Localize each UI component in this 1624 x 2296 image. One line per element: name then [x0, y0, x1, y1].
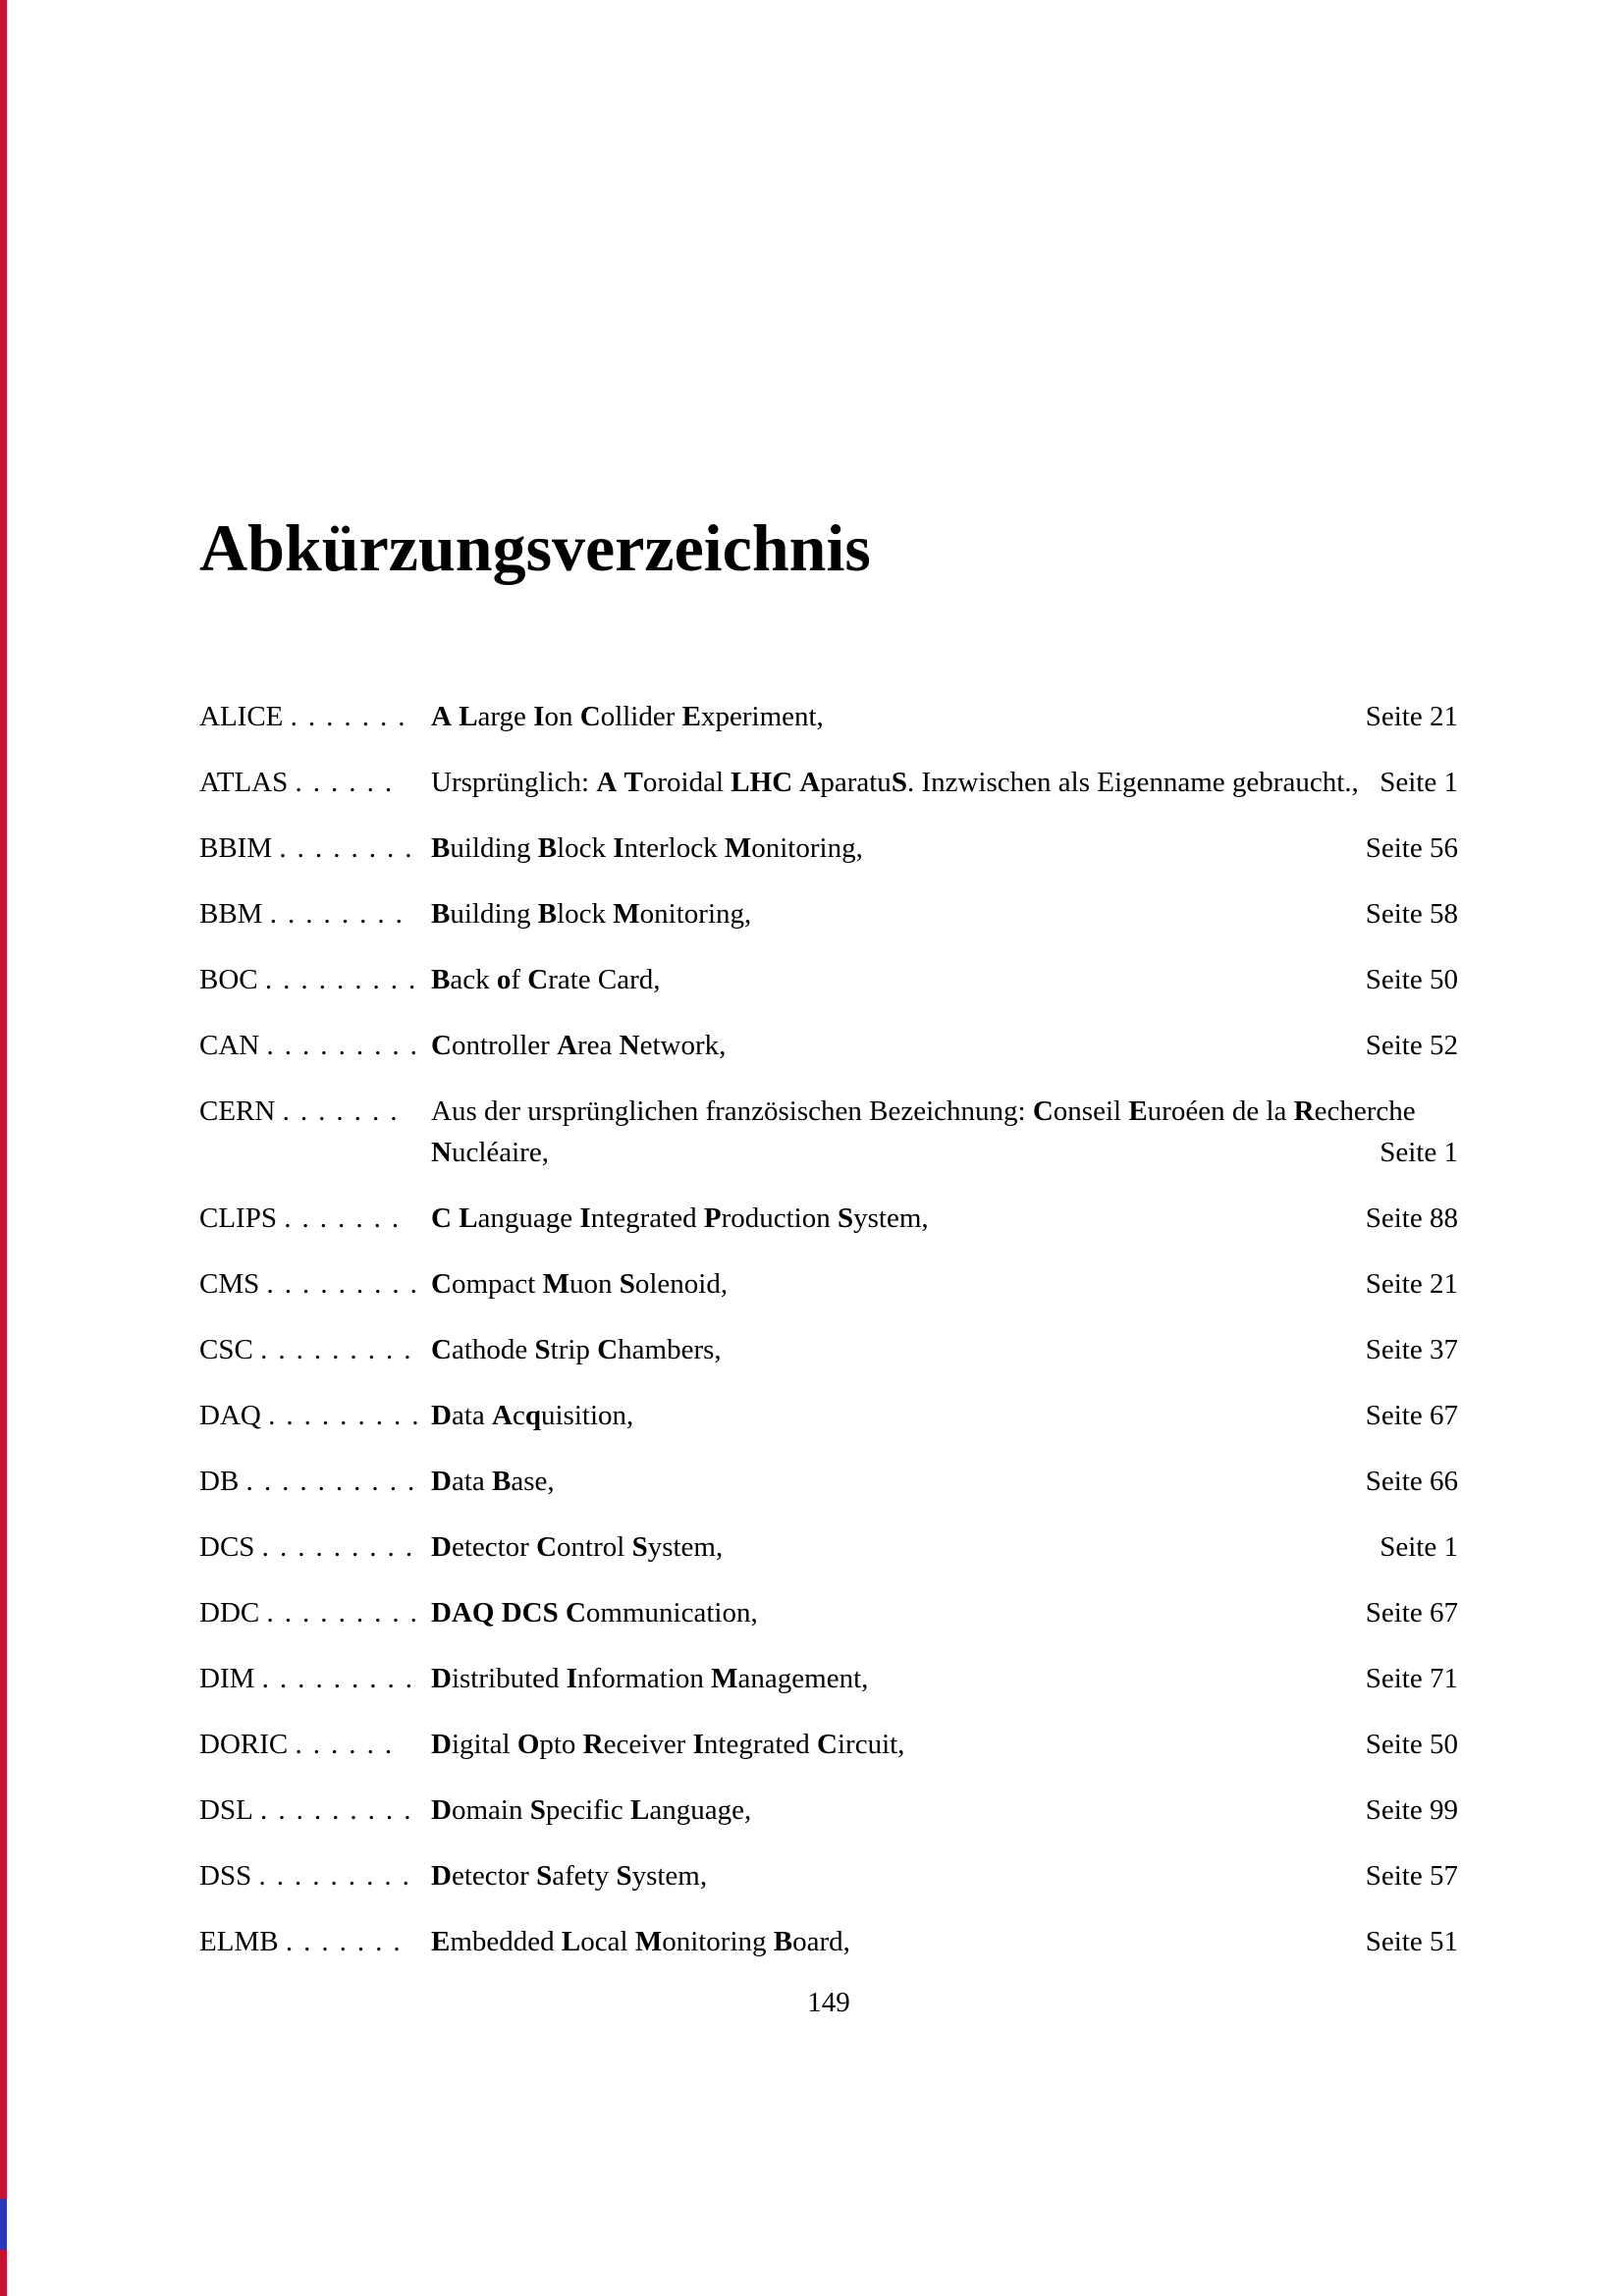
abbreviation-label	[199, 1789, 431, 1831]
definition-block	[431, 1329, 1458, 1370]
abbreviation-label	[199, 893, 431, 934]
page-reference: Seite 99	[1365, 1794, 1458, 1826]
abbreviation-text: BBM	[199, 898, 263, 930]
abbreviation-entry	[199, 959, 1458, 1000]
abbreviation-entry	[199, 828, 1458, 869]
page-reference: Seite 56	[1365, 832, 1458, 864]
abbreviation-text: DB	[199, 1466, 240, 1497]
abbreviation-text: DORIC	[199, 1729, 289, 1760]
dot-leader: .........	[268, 1400, 430, 1431]
definition-block	[431, 1855, 1458, 1896]
definition-block	[431, 1025, 1458, 1066]
dot-leader: .......	[285, 1926, 411, 1957]
page-number: 149	[807, 1987, 850, 2018]
abbreviation-label	[199, 1329, 431, 1370]
abbreviation-entry	[199, 696, 1458, 737]
abbreviation-list	[199, 696, 1458, 1962]
definition-block	[431, 893, 1458, 934]
abbreviation-text: DIM	[199, 1663, 255, 1694]
definition-block	[431, 762, 1458, 803]
abbreviation-label	[199, 1395, 431, 1436]
abbreviation-label	[199, 1724, 431, 1765]
abbreviation-entry	[199, 893, 1458, 934]
abbreviation-label	[199, 1921, 431, 1962]
dot-leader: .......	[282, 1095, 408, 1127]
abbreviation-entry	[199, 1789, 1458, 1831]
definition-block	[431, 1789, 1458, 1831]
abbreviation-label	[199, 1658, 431, 1699]
page-reference: Seite 50	[1365, 964, 1458, 995]
dot-leader: .........	[266, 1268, 428, 1300]
definition-block	[431, 1592, 1458, 1633]
abbreviation-text: ELMB	[199, 1926, 279, 1957]
abbreviation-entry	[199, 1025, 1458, 1066]
page-reference: Seite 67	[1365, 1597, 1458, 1629]
abbreviation-text: DSS	[199, 1860, 252, 1892]
abbreviation-entry	[199, 1724, 1458, 1765]
dot-leader: .......	[284, 1202, 410, 1234]
definition-text: C Language Integrated Production System,	[431, 1202, 929, 1234]
definition-block	[431, 1724, 1458, 1765]
abbreviation-text: CSC	[199, 1334, 253, 1365]
definition-text: Detector Control System,	[431, 1531, 724, 1563]
definition-text: Aus der ursprünglichen französischen Bezeichnung: Conseil Euroéen de la Recherche Nucléaire,	[431, 1095, 1416, 1168]
abbreviation-text: CERN	[199, 1095, 276, 1127]
dot-leader: ........	[279, 832, 423, 864]
abbreviation-entry	[199, 1198, 1458, 1239]
abbreviation-label	[199, 828, 431, 869]
dot-leader: .........	[266, 1030, 428, 1061]
abbreviation-label	[199, 1198, 431, 1239]
definition-text: Digital Opto Receiver Integrated Circuit,	[431, 1729, 905, 1760]
page-reference: Seite 37	[1365, 1334, 1458, 1365]
page-reference: Seite 51	[1365, 1926, 1458, 1957]
definition-text: Compact Muon Solenoid,	[431, 1268, 729, 1300]
abbreviation-entry	[199, 1592, 1458, 1633]
abbreviation-label	[199, 1263, 431, 1305]
definition-text: Building Block Monitoring,	[431, 898, 752, 930]
dot-leader: ..........	[245, 1466, 426, 1497]
definition-text: Detector Safety System,	[431, 1860, 708, 1892]
definition-text: Cathode Strip Chambers,	[431, 1334, 722, 1365]
abbreviation-text: DSL	[199, 1794, 253, 1826]
dot-leader: .........	[260, 1334, 422, 1365]
abbreviation-text: CMS	[199, 1268, 260, 1300]
definition-block	[431, 1091, 1458, 1173]
definition-block	[431, 696, 1458, 737]
page-reference: Seite 57	[1365, 1860, 1458, 1892]
left-edge-stripe-blue	[0, 2199, 7, 2250]
page-reference: Seite 71	[1365, 1663, 1458, 1694]
page-reference: Seite 1	[1380, 1137, 1458, 1168]
abbreviation-entry	[199, 762, 1458, 803]
abbreviation-text: DDC	[199, 1597, 260, 1629]
abbreviation-entry	[199, 1921, 1458, 1962]
definition-block	[431, 1263, 1458, 1305]
left-edge-stripe-red	[0, 0, 7, 2296]
abbreviation-text: BOC	[199, 964, 258, 995]
definition-text: Data Acquisition,	[431, 1400, 634, 1431]
abbreviation-entry	[199, 1526, 1458, 1568]
abbreviation-entry	[199, 1855, 1458, 1896]
dot-leader: .........	[264, 964, 427, 995]
abbreviation-entry	[199, 1263, 1458, 1305]
page-title: Abkürzungsverzeichnis	[199, 510, 871, 585]
dot-leader: .......	[290, 701, 416, 732]
definition-block	[431, 1395, 1458, 1436]
abbreviation-label	[199, 1855, 431, 1896]
page-reference: Seite 1	[1380, 1531, 1458, 1563]
abbreviation-entry	[199, 1461, 1458, 1502]
abbreviation-text: CAN	[199, 1030, 260, 1061]
page-reference: Seite 52	[1365, 1030, 1458, 1061]
page-reference: Seite 1	[1380, 767, 1458, 798]
dot-leader: ......	[295, 767, 404, 798]
page-reference: Seite 58	[1365, 898, 1458, 930]
definition-text: Building Block Interlock Monitoring,	[431, 832, 863, 864]
abbreviation-label	[199, 959, 431, 1000]
dot-leader: .........	[258, 1860, 420, 1892]
abbreviation-entry	[199, 1091, 1458, 1173]
abbreviation-text: BBIM	[199, 832, 273, 864]
abbreviation-text: ATLAS	[199, 767, 289, 798]
definition-block	[431, 828, 1458, 869]
definition-block	[431, 1921, 1458, 1962]
definition-text: A Large Ion Collider Experiment,	[431, 701, 824, 732]
page-reference: Seite 21	[1365, 701, 1458, 732]
abbreviation-label	[199, 1461, 431, 1502]
abbreviation-entry	[199, 1395, 1458, 1436]
page-reference: Seite 88	[1365, 1202, 1458, 1234]
page-reference: Seite 66	[1365, 1466, 1458, 1497]
abbreviation-label	[199, 1091, 431, 1132]
dot-leader: ......	[295, 1729, 404, 1760]
abbreviation-label	[199, 1592, 431, 1633]
abbreviation-label	[199, 1526, 431, 1568]
page-content	[199, 0, 1458, 2019]
definition-text: Back of Crate Card,	[431, 964, 661, 995]
dot-leader: .........	[266, 1597, 428, 1629]
abbreviation-entry	[199, 1329, 1458, 1370]
definition-text: Distributed Information Management,	[431, 1663, 869, 1694]
page-reference: Seite 50	[1365, 1729, 1458, 1760]
definition-text: Embedded Local Monitoring Board,	[431, 1926, 850, 1957]
definition-text: Domain Specific Language,	[431, 1794, 752, 1826]
dot-leader: .........	[261, 1663, 424, 1694]
page-reference: Seite 67	[1365, 1400, 1458, 1431]
dot-leader: ........	[269, 898, 413, 930]
abbreviation-label	[199, 696, 431, 737]
definition-block	[431, 1461, 1458, 1502]
definition-block	[431, 1658, 1458, 1699]
abbreviation-text: DAQ	[199, 1400, 261, 1431]
page-reference: Seite 21	[1365, 1268, 1458, 1300]
dot-leader: .........	[260, 1794, 422, 1826]
definition-text: Controller Area Network,	[431, 1030, 727, 1061]
definition-text: Ursprünglich: A Toroidal LHC AparatuS. Inzwischen als Eigenname gebraucht.,	[431, 767, 1359, 798]
abbreviation-text: CLIPS	[199, 1202, 277, 1234]
definition-text: DAQ DCS Communication,	[431, 1597, 758, 1629]
abbreviation-text: ALICE	[199, 701, 284, 732]
abbreviation-text: DCS	[199, 1531, 255, 1563]
abbreviation-entry	[199, 1658, 1458, 1699]
definition-block	[431, 1198, 1458, 1239]
abbreviation-label	[199, 1025, 431, 1066]
definition-block	[431, 959, 1458, 1000]
definition-text: Data Base,	[431, 1466, 555, 1497]
abbreviation-label	[199, 762, 431, 803]
definition-block	[431, 1526, 1458, 1568]
dot-leader: .........	[261, 1531, 424, 1563]
